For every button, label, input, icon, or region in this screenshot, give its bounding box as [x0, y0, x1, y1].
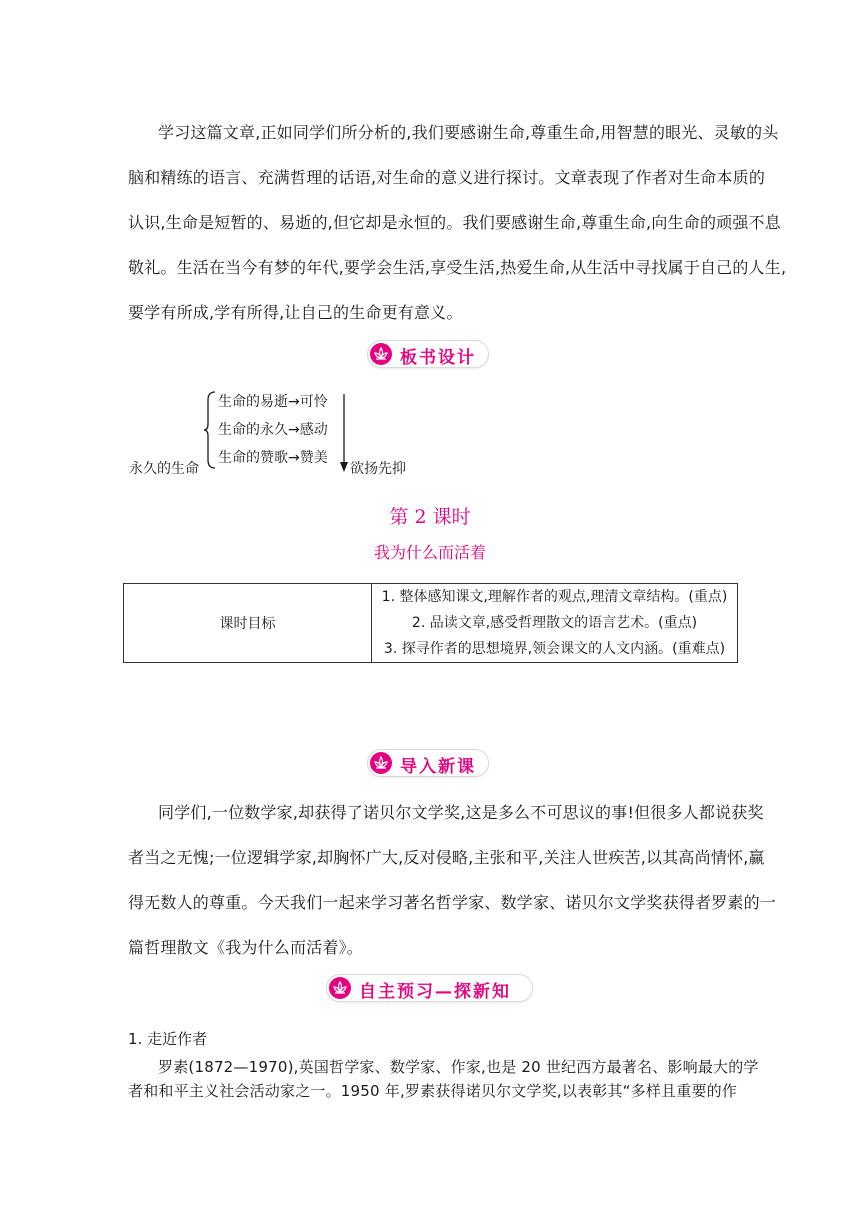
- text-line: 罗素(1872—1970),英国哲学家、数学家、作家,也是 20 世纪西方最著名、影响最大的学: [158, 1058, 759, 1076]
- banner-title: 自主预习—探新知: [359, 982, 511, 1002]
- goal-item: 2. 品读文章,感受哲理散文的语言艺术。(重点): [372, 610, 738, 636]
- banner-title: 导入新课: [400, 757, 476, 777]
- brace: [203, 390, 217, 470]
- board-technique: 欲扬先抑: [350, 461, 406, 477]
- goals-label: 课时目标: [124, 584, 372, 663]
- down-arrow-icon: [339, 394, 349, 474]
- text-line: 敬礼。生活在当今有梦的年代,要学会生活,享受生活,热爱生命,从生活中寻找属于自己的人生,: [128, 258, 787, 277]
- lotus-icon: [370, 343, 392, 365]
- lesson-subtitle: 我为什么而活着: [373, 543, 486, 562]
- text-line: 篇哲理散文《我为什么而活着》。: [128, 938, 364, 957]
- text-line: 得无数人的尊重。今天我们一起来学习著名哲学家、数学家、诺贝尔文学奖获得者罗素的一: [128, 893, 777, 912]
- lesson-title: 第 2 课时: [389, 506, 471, 528]
- text-line: 脑和精练的语言、充满哲理的话语,对生命的意义进行探讨。文章表现了作者对生命本质的: [128, 168, 766, 187]
- section-heading: 1. 走近作者: [128, 1030, 208, 1048]
- text-line: 同学们,一位数学家,却获得了诺贝尔文学奖,这是多么不可思议的事!但很多人都说获奖: [158, 803, 764, 822]
- goal-item: 3. 探寻作者的思想境界,领会课文的人文内涵。(重难点): [372, 636, 738, 663]
- goal-item: 1. 整体感知课文,理解作者的观点,理清文章结构。(重点): [372, 584, 738, 611]
- text-line: 者和和平主义社会活动家之一。1950 年,罗素获得诺贝尔文学奖,以表彰其“多样且重要的作: [128, 1082, 738, 1100]
- intro-new-lesson-banner: [367, 749, 489, 777]
- banner-title: 板书设计: [400, 348, 476, 368]
- lotus-icon: [329, 977, 351, 999]
- goals-table: [123, 583, 738, 663]
- text-line: 要学有所成,学有所得,让自己的生命更有意义。: [128, 303, 463, 322]
- board-branch: 生命的易逝→可怜: [218, 394, 328, 410]
- text-line: 认识,生命是短暂的、易逝的,但它却是永恒的。我们要感谢生命,尊重生命,向生命的顽强不息: [128, 213, 781, 232]
- text-line: 学习这篇文章,正如同学们所分析的,我们要感谢生命,尊重生命,用智慧的眼光、灵敏的头: [158, 123, 779, 142]
- board-design-banner: [367, 340, 489, 368]
- lotus-icon: [370, 752, 392, 774]
- self-study-banner: [326, 974, 533, 1002]
- board-branch: 生命的赞歌→赞美: [218, 450, 328, 466]
- board-root: 永久的生命: [129, 461, 199, 477]
- text-line: 者当之无愧;一位逻辑学家,却胸怀广大,反对侵略,主张和平,关注人世疾苦,以其高尚情怀,赢: [128, 848, 765, 867]
- board-branch: 生命的永久→感动: [218, 422, 328, 438]
- table-row: [124, 584, 738, 611]
